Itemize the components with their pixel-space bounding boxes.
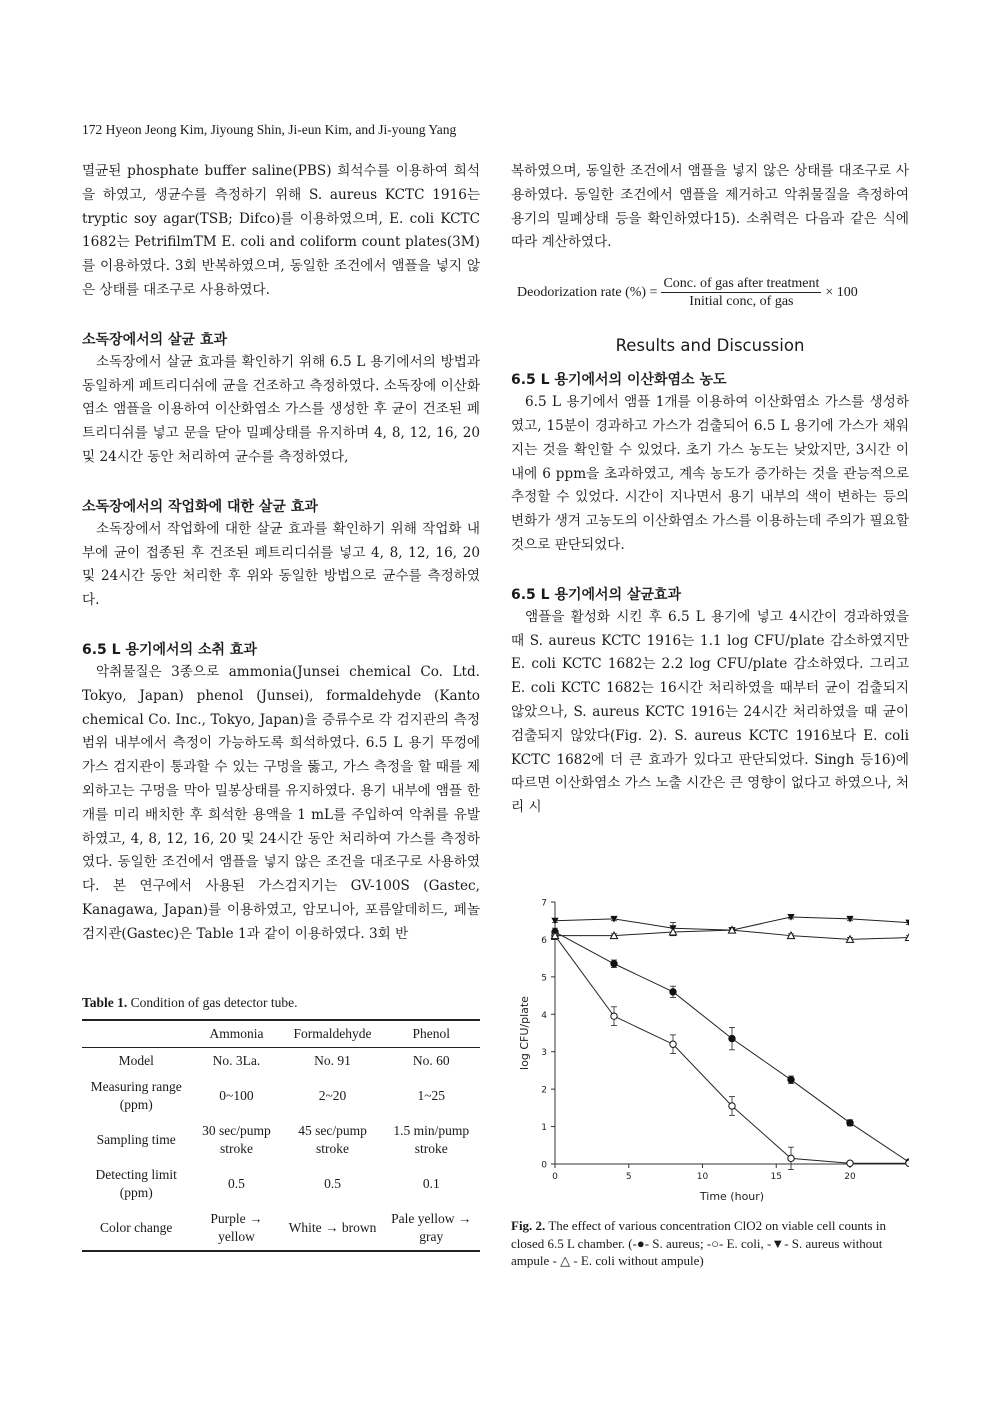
data-point	[729, 1103, 735, 1109]
gas-detector-table	[82, 1019, 480, 1252]
table-cell: Purple → yellow	[210, 1210, 263, 1244]
data-point	[906, 1160, 909, 1166]
data-point	[788, 1155, 794, 1161]
table-cell: 2~20	[318, 1087, 347, 1103]
y-tick-label: 1	[541, 1123, 547, 1134]
section-heading: 6.5 L 용기에서의 살균효과	[511, 586, 682, 603]
table-caption-label: Table 1.	[82, 994, 128, 1010]
data-point	[611, 961, 617, 967]
table-cell: Pale yellow → gray	[391, 1210, 472, 1244]
figure-caption	[511, 1217, 909, 1270]
table-row	[82, 1206, 480, 1251]
table-row	[82, 1074, 480, 1118]
paragraph: 앰플을 활성화 시킨 후 6.5 L 용기에 넣고 4시간이 경과하였을 때 S. aureus KCTC 1916는 1.1 log CFU/plate 감소하였지만 E. coli KCTC 1682는 2.2 log CFU/plate 감소하였다. 그리고 E. coli KCTC 1682는 16시간 처리하였을 때부터 균이 검출되지 않았으나, S. aureus KCTC 1916는 24시간 처리하였을 때 균이 검출되지 않았다(Fig. 2). S. aureus KCTC 1916보다 E. coli KCTC 1682에 더 큰 효과가 있다고 판단되었다. Singh 등16)에 따르면 이산화염소 가스 노출 시간은 큰 영향이 없다고 하였으나, 처리 시	[511, 608, 909, 816]
paragraph: 악취물질은 3종으로 ammonia(Junsei chemical Co. Ltd. Tokyo, Japan) phenol (Junsei), formaldehyde (Kanto chemical Co. Inc., Tokyo, Japan)을 증류수로 각 검지관의 측정 범위 내부에서 측정이 가능하도록 희석하였다. 6.5 L 용기 뚜껑에 가스 검지관이 통과할 수 있는 구멍을 뚫고, 가스 측정을 할 때를 제외하고는 구멍을 막아 밀봉상태를 유지하였다. 용기 내부에 앰플 한 개를 미리 배치한 후 희석한 용액을 1 mL를 주입하여 악취를 유발하였고, 4, 8, 12, 16, 20 및 24시간 동안 처리하여 가스를 측정하였다. 동일한 조건에서 앰플을 넣지 않은 조건을 대조구로 사용하였다. 본 연구에서 사용된 가스검지기는 GV-100S (Gastec, Kanagawa, Japan)를 이용하였고, 암모니아, 포름알데히드, 페놀 검지관(Gastec)은 Table 1과 같이 이용하였다. 3회 반	[82, 663, 480, 942]
data-point	[729, 1035, 735, 1041]
deodorization-formula	[517, 275, 909, 310]
table-cell: No. 60	[412, 1052, 450, 1068]
y-tick-label: 4	[541, 1010, 547, 1021]
table-header-cell: Formaldehyde	[293, 1025, 372, 1041]
figure-caption-text: The effect of various concentration ClO2 on viable cell counts in closed 6.5 L chamber. (-●- S. aureus; -○- E. coli, -▼- S. aureus without ampule - △ - E. coli without ampule)	[511, 1218, 886, 1268]
table-header-cell	[82, 1020, 190, 1048]
y-tick-label: 5	[541, 973, 547, 984]
x-tick-label: 5	[625, 1172, 632, 1182]
left-column	[82, 160, 480, 1252]
data-point	[611, 1013, 617, 1019]
table-caption	[82, 995, 480, 1011]
x-tick-label: 0	[552, 1172, 558, 1182]
data-point	[847, 1160, 853, 1166]
table-caption-text: Condition of gas detector tube.	[127, 994, 298, 1010]
data-point	[670, 1041, 676, 1047]
table-row	[82, 1162, 480, 1206]
table-cell: Color change	[100, 1219, 173, 1235]
y-tick-label: 0	[541, 1160, 547, 1171]
table-cell: 0.5	[324, 1175, 341, 1191]
running-header: 172 Hyeon Jeong Kim, Jiyoung Shin, Ji-eun Kim, and Ji-young Yang	[82, 122, 457, 137]
table-cell: 0~100	[219, 1087, 254, 1103]
table-cell: 1~25	[417, 1087, 446, 1103]
data-point	[670, 989, 676, 995]
section-heading: 소독장에서의 작업화에 대한 살균 효과	[82, 498, 318, 515]
y-tick-label: 7	[541, 898, 547, 909]
formula-numerator: Conc. of gas after treatment	[663, 276, 820, 292]
paragraph: 소독장에서 작업화에 대한 살균 효과를 확인하기 위해 작업화 내부에 균이 접종된 후 건조된 페트리디쉬를 넣고 4, 8, 12, 16, 20 및 24시간 동안 처리한 후 위와 동일한 방법으로 균수를 측정하였다.	[82, 520, 480, 609]
series-group	[552, 932, 909, 1170]
x-tick-label: 20	[844, 1172, 856, 1182]
table-cell: Sampling time	[96, 1131, 176, 1147]
table-cell: Model	[118, 1052, 154, 1068]
table-cell: Detecting limit (ppm)	[95, 1166, 177, 1200]
section-heading: 6.5 L 용기에서의 이산화염소 농도	[511, 372, 727, 389]
x-tick-label: 15	[770, 1172, 782, 1182]
section-heading: 6.5 L 용기에서의 소취 효과	[82, 641, 257, 658]
formula-multiplier: × 100	[825, 284, 858, 300]
right-column	[511, 160, 909, 820]
table-cell: No. 91	[314, 1052, 351, 1068]
table-row	[82, 1047, 480, 1074]
formula-label: Deodorization rate (%) =	[517, 284, 658, 300]
section-heading: 소독장에서의 살균 효과	[82, 331, 227, 348]
y-axis-label: log CFU/plate	[518, 996, 531, 1070]
series-group	[551, 926, 909, 942]
table-cell: No. 3La.	[212, 1052, 261, 1068]
formula-fraction	[661, 275, 821, 310]
table-header-cell: Phenol	[412, 1025, 451, 1041]
paragraph: 소독장에서 살균 효과를 확인하기 위해 6.5 L 용기에서의 방법과 동일하게 페트리디쉬에 균을 건조하고 측정하였다. 소독장에 이산화염소 앰플을 이용하여 이산화염소 가스를 생성한 후 균이 건조된 페트리디쉬를 넣고 문을 닫아 밀폐상태를 유지하며 4, 8, 12, 16, 20 및 24시간 동안 처리하여 균수를 측정하였다,	[82, 353, 480, 465]
table-cell: Measuring range (ppm)	[90, 1078, 182, 1112]
table-cell: 0.5	[228, 1175, 245, 1191]
viable-cell-chart	[511, 890, 909, 1210]
figure-caption-label: Fig. 2.	[511, 1218, 546, 1233]
table-row	[82, 1118, 480, 1162]
table-cell: 30 sec/pump stroke	[202, 1122, 271, 1156]
y-tick-label: 2	[541, 1085, 547, 1096]
table-cell: 0.1	[422, 1175, 440, 1191]
paragraph: 6.5 L 용기에서 앰플 1개를 이용하여 이산화염소 가스를 생성하였고, 15분이 경과하고 가스가 검출되어 6.5 L 용기에 가스가 채워지는 것을 확인할 수 있었다. 초기 가스 농도는 낮았지만, 3시간 이내에 6 ppm을 초과하였고, 계속 농도가 증가하는 것을 관능적으로 추정할 수 있었다. 시간이 지나면서 용기 내부의 색이 변하는 등의 변화가 생겨 고농도의 이산화염소 가스를 이용하는데 주의가 필요할 것으로 판단되었다.	[511, 394, 909, 553]
paragraph: 멸균된 phosphate buffer saline(PBS) 희석수를 이용하여 희석을 하였고, 생균수를 측정하기 위해 S. aureus KCTC 1916는 tryptic soy agar(TSB; Difco)를 이용하였으며, E. coli KCTC 1682는 PetrifilmTM E. coli and coliform count plates(3M)를 이용하였다. 3회 반복하였으며, 동일한 조건에서 앰플을 넣지 않은 상태를 대조구로 사용하였다.	[82, 163, 480, 298]
formula-denominator: Initial conc, of gas	[689, 294, 794, 310]
x-tick-label: 10	[696, 1172, 709, 1182]
paragraph: 복하였으며, 동일한 조건에서 앰플을 넣지 않은 상태를 대조구로 사용하였다. 동일한 조건에서 앰플을 제거하고 악취물질을 측정하여 용기의 밀폐상태 등을 확인하였다15). 소취력은 다음과 같은 식에 따라 계산하였다.	[511, 163, 909, 251]
chart-series	[551, 914, 909, 1170]
table-cell: 1.5 min/pump stroke	[393, 1122, 470, 1156]
series-group	[552, 928, 909, 1165]
results-heading: Results and Discussion	[615, 336, 805, 356]
table-cell: White → brown	[288, 1219, 377, 1235]
data-point	[847, 1120, 853, 1126]
y-tick-label: 3	[541, 1048, 547, 1059]
y-tick-label: 6	[541, 935, 547, 946]
data-point	[788, 1077, 794, 1083]
table-header-cell: Ammonia	[209, 1025, 264, 1041]
x-axis-label: Time (hour)	[699, 1190, 765, 1203]
table-cell: 45 sec/pump stroke	[298, 1122, 367, 1156]
